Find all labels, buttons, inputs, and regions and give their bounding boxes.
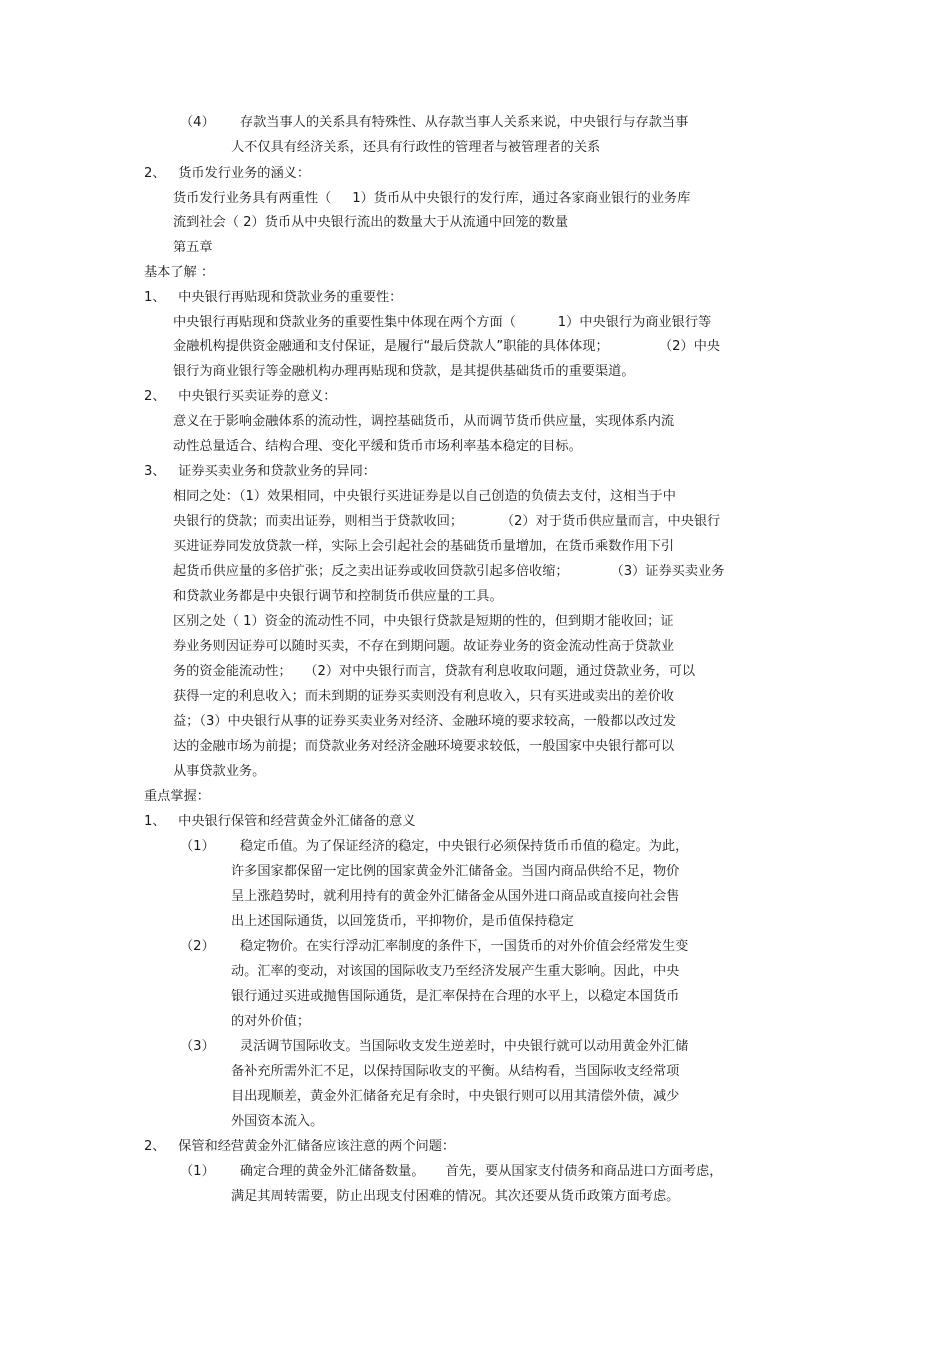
- text-line: 呈上涨趋势时，就利用持有的黄金外汇储备金从国外进口商品或直接向社会售: [231, 889, 680, 904]
- text-line: 金融机构提供资金融通和支付保证，是履行“最后贷款人”职能的具体体现； （2）中央: [173, 339, 721, 354]
- text-line: 买进证券同发放贷款一样，实际上会引起社会的基础货币量增加，在货币乘数作用下引: [173, 539, 675, 554]
- text-line: 达的金融市场为前提；而贷款业务对经济金融环境要求较低，一般国家中央银行都可以: [173, 739, 675, 754]
- text-line: 银行通过买进或抛售国际通货，是汇率保持在合理的水平上，以稳定本国货币: [231, 989, 680, 1004]
- text-line: （3） 灵活调节国际收支。当国际收支发生逆差时，中央银行就可以动用黄金外汇储: [180, 1039, 689, 1054]
- text-line: （1） 确定合理的黄金外汇储备数量。 首先，要从国家支付债务和商品进口方面考虑，: [180, 1164, 723, 1179]
- text-line: 第五章: [173, 240, 213, 255]
- text-line: 获得一定的利息收入；而未到期的证券买卖则没有利息收入，只有买进或卖出的差价收: [173, 689, 675, 704]
- text-line: 目出现顺差，黄金外汇储备充足有余时，中央银行则可以用其清偿外债，减少: [231, 1089, 680, 1104]
- text-line: 流到社会（ 2）货币从中央银行流出的数量大于从流通中回笼的数量: [173, 215, 569, 230]
- text-line: 相同之处：（1）效果相同，中央银行买进证券是以自己创造的负债去支付，这相当于中: [173, 489, 676, 504]
- text-line: 和贷款业务都是中央银行调节和控制货币供应量的工具。: [173, 589, 503, 604]
- text-line: 银行为商业银行等金融机构办理再贴现和贷款，是其提供基础货币的重要渠道。: [173, 364, 635, 379]
- text-line: 务的资金能流动性； （2）对中央银行而言，贷款有利息收取问题，通过贷款业务，可以: [173, 664, 696, 679]
- text-line: 的对外价值；: [231, 1014, 311, 1029]
- text-line: 起货币供应量的多倍扩张；反之卖出证券或收回贷款引起多倍收缩； （3）证券买卖业务: [173, 564, 725, 579]
- text-line: 外国资本流入。: [231, 1114, 324, 1129]
- text-line: 券业务则因证券可以随时买卖，不存在到期问题。故证券业务的资金流动性高于贷款业: [173, 639, 675, 654]
- text-line: 重点掌握：: [144, 789, 210, 804]
- text-line: 动性总量适合、结构合理、变化平缓和货币市场利率基本稳定的目标。: [173, 439, 582, 454]
- text-line: 人不仅具有经济关系，还具有行政性的管理者与被管理者的关系: [231, 140, 601, 155]
- text-line: 许多国家都保留一定比例的国家黄金外汇储备金。当国内商品供给不足，物价: [231, 864, 680, 879]
- text-line: 2、 货币发行业务的涵义：: [144, 166, 311, 181]
- text-line: 1、 中央银行保管和经营黄金外汇储备的意义: [144, 814, 416, 829]
- text-line: 央银行的贷款；而卖出证券，则相当于贷款收回； （2）对于货币供应量而言，中央银行: [173, 514, 721, 529]
- text-line: （2） 稳定物价。在实行浮动汇率制度的条件下，一国货币的对外价值会经常发生变: [180, 939, 689, 954]
- text-line: 基本了解 ：: [144, 265, 215, 280]
- text-line: 动。汇率的变动，对该国的国际收支乃至经济发展产生重大影响。因此，中央: [231, 964, 680, 979]
- text-line: 3、 证券买卖业务和贷款业务的异同：: [144, 464, 376, 479]
- text-line: 货币发行业务具有两重性（ 1）货币从中央银行的发行库，通过各家商业银行的业务库: [173, 191, 691, 206]
- text-line: 区别之处（ 1）资金的流动性不同，中央银行贷款是短期的性的，但到期才能收回；证: [173, 614, 674, 629]
- text-line: 2、 中央银行买卖证券的意义：: [144, 389, 337, 404]
- text-line: 益；（3）中央银行从事的证券买卖业务对经济、金融环境的要求较高，一般都以改过发: [173, 714, 676, 729]
- text-line: 满足其周转需要，防止出现支付困难的情况。其次还要从货币政策方面考虑。: [231, 1189, 680, 1204]
- text-line: （1） 稳定币值。为了保证经济的稳定，中央银行必须保持货币币值的稳定。为此，: [180, 839, 689, 854]
- text-line: 1、 中央银行再贴现和贷款业务的重要性：: [144, 290, 403, 305]
- text-line: 2、 保管和经营黄金外汇储备应该注意的两个问题：: [144, 1139, 456, 1154]
- text-line: 备补充所需外汇不足，以保持国际收支的平衡。从结构看，当国际收支经常项: [231, 1064, 680, 1079]
- text-line: 从事贷款业务。: [173, 764, 266, 779]
- text-line: （4） 存款当事人的关系具有特殊性、从存款当事人关系来说，中央银行与存款当事: [180, 115, 689, 130]
- text-line: 出上述国际通货，以回笼货币，平抑物价，是币值保持稳定: [231, 914, 574, 929]
- text-line: 意义在于影响金融体系的流动性，调控基础货币，从而调节货币供应量，实现体系内流: [173, 414, 675, 429]
- text-line: 中央银行再贴现和贷款业务的重要性集中体现在两个方面（ 1）中央银行为商业银行等: [173, 315, 712, 330]
